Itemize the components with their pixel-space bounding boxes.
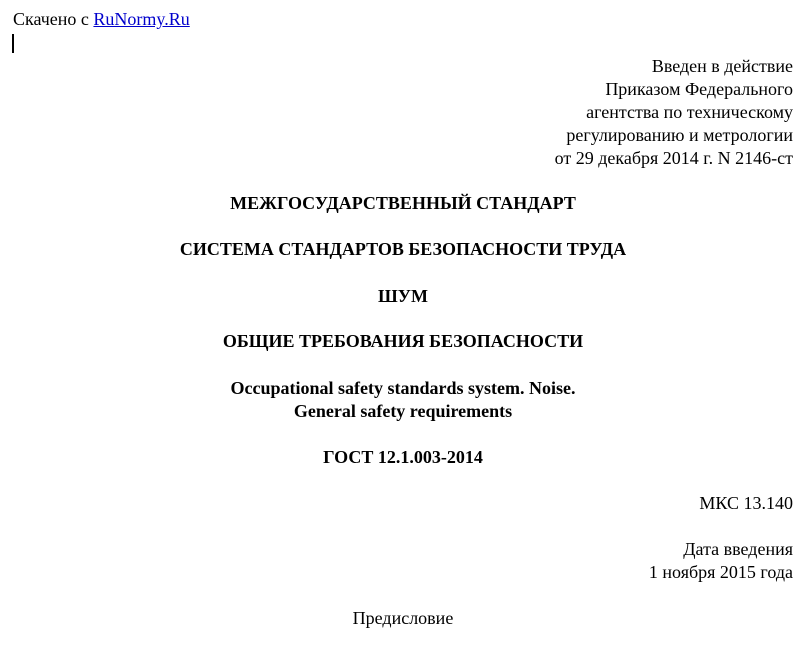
english-title-line-2: General safety requirements — [293, 401, 513, 421]
requirements-heading: ОБЩИЕ ТРЕБОВАНИЯ БЕЗОПАСНОСТИ — [222, 331, 584, 351]
preface-heading: Предисловие — [352, 608, 454, 628]
effective-date-value: 1 ноября 2015 года — [648, 562, 793, 582]
text-cursor — [12, 34, 14, 53]
effective-date-block — [649, 538, 793, 584]
standard-type-heading: МЕЖГОСУДАРСТВЕННЫЙ СТАНДАРТ — [230, 193, 576, 213]
english-title-line-1: Occupational safety standards system. Noise. — [230, 378, 576, 398]
mks-code: МКС 13.140 — [699, 493, 793, 513]
source-prefix: Скачено с — [13, 9, 89, 29]
approval-line: от 29 декабря 2014 г. N 2146-ст — [554, 148, 793, 168]
system-heading: СИСТЕМА СТАНДАРТОВ БЕЗОПАСНОСТИ ТРУДА — [179, 239, 627, 259]
subject-heading: ШУМ — [378, 286, 428, 306]
approval-line: Введен в действие — [651, 56, 793, 76]
approval-block — [555, 55, 793, 170]
standard-designation: ГОСТ 12.1.003-2014 — [323, 447, 483, 467]
approval-line: регулированию и метрологии — [566, 125, 793, 145]
source-link[interactable]: RuNormy.Ru — [93, 9, 190, 29]
source-line — [13, 8, 190, 31]
effective-date-label: Дата введения — [683, 539, 793, 559]
approval-line: агентства по техническому — [586, 102, 793, 122]
approval-line: Приказом Федерального — [605, 79, 793, 99]
